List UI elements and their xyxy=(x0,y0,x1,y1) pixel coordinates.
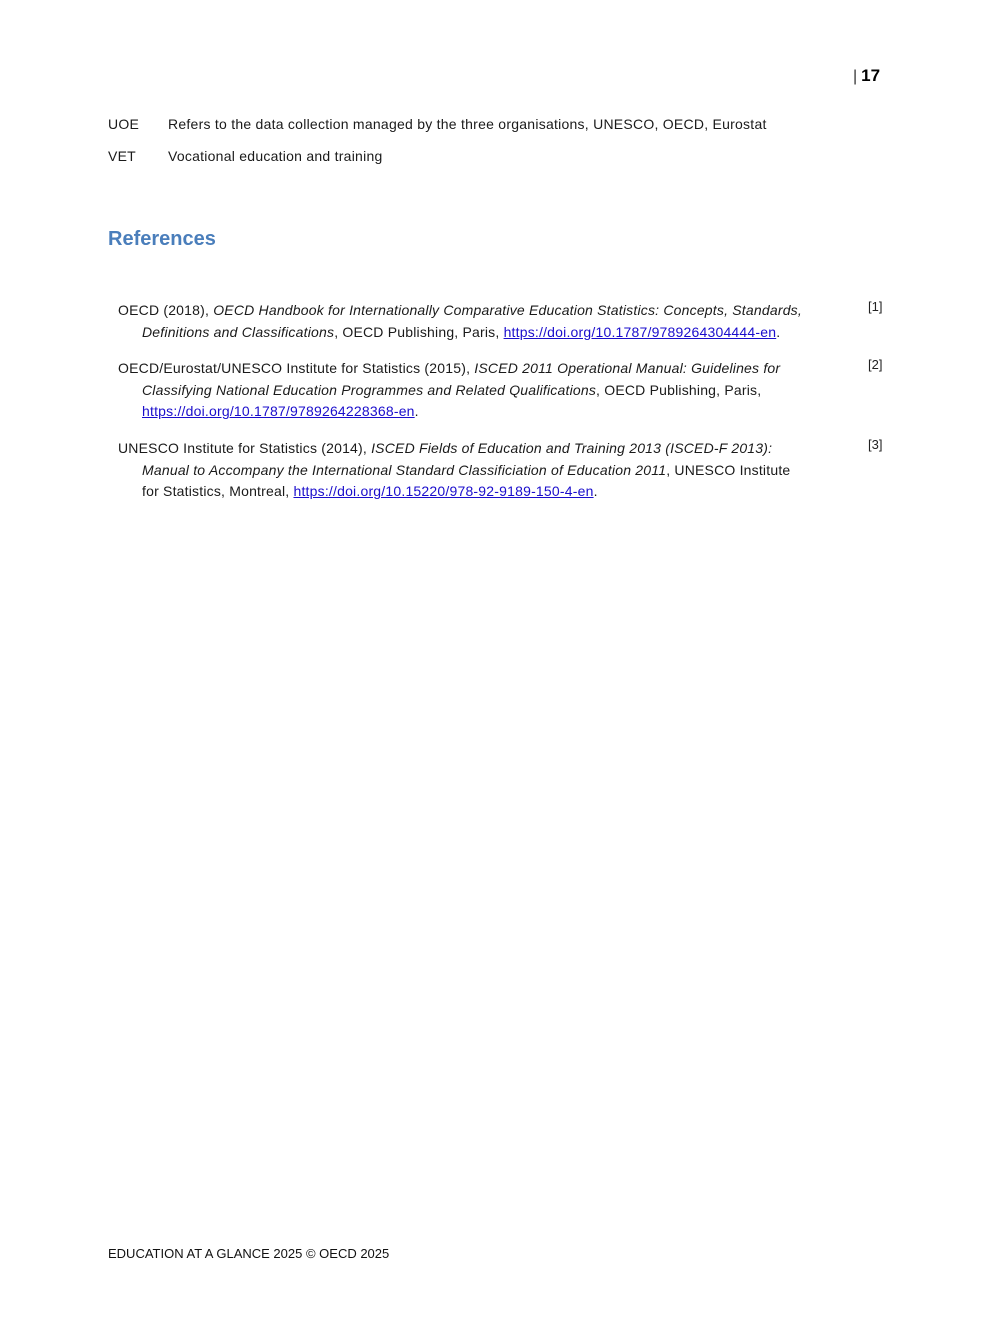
reference-title-text: Manual to Accompany the International Standard Classificiation of Education 2011 xyxy=(142,461,667,478)
reference-text: , UNESCO Institute xyxy=(666,461,791,478)
page-number-value: 17 xyxy=(861,66,881,85)
reference-line xyxy=(118,401,780,423)
reference-title-text: ISCED 2011 Operational Manual: Guidelines for xyxy=(474,360,781,376)
reference-title-text: ISCED Fields of Education and Training 2013 (ISCED-F 2013): xyxy=(371,440,773,456)
page-number xyxy=(853,66,880,86)
reference-title-text: OECD Handbook for Internationally Comparative Education Statistics: Concepts, Standards, xyxy=(213,302,802,318)
reference-line xyxy=(118,322,802,344)
doi-link[interactable]: https://doi.org/10.1787/9789264304444-en xyxy=(503,323,777,340)
reference-text: . xyxy=(593,483,598,499)
reference-text: , OECD Publishing, Paris, xyxy=(596,381,762,398)
abbreviation-row xyxy=(108,148,383,164)
reference-text: . xyxy=(414,403,419,419)
abbreviation-value: Vocational education and training xyxy=(168,148,383,164)
doi-link[interactable]: https://doi.org/10.15220/978-92-9189-150-4-en xyxy=(293,483,594,499)
reference-title-text: Classifying National Education Programmes and Related Qualifications xyxy=(142,381,597,398)
page-separator: | xyxy=(853,68,858,85)
reference-line xyxy=(118,481,790,503)
reference-line xyxy=(118,358,780,380)
reference-text: for Statistics, Montreal, xyxy=(142,483,294,499)
reference-text: , OECD Publishing, Paris, xyxy=(334,323,504,340)
reference-number: [2] xyxy=(868,357,883,372)
abbreviation-row xyxy=(108,116,767,132)
abbreviation-key: VET xyxy=(108,148,136,164)
reference-entry xyxy=(118,438,790,503)
abbreviation-value: Refers to the data collection managed by the three organisations, UNESCO, OECD, Eurostat xyxy=(168,116,767,132)
reference-title-text: Definitions and Classifications xyxy=(142,323,335,340)
reference-line xyxy=(118,380,780,402)
footer: EDUCATION AT A GLANCE 2025 © OECD 2025 xyxy=(108,1246,390,1261)
reference-number: [3] xyxy=(868,437,883,452)
doi-link[interactable]: https://doi.org/10.1787/9789264228368-en xyxy=(142,403,415,419)
reference-line xyxy=(118,460,790,482)
reference-text: UNESCO Institute for Statistics (2014), xyxy=(118,440,372,456)
reference-text: OECD/Eurostat/UNESCO Institute for Statistics (2015), xyxy=(118,360,475,376)
reference-text: . xyxy=(776,323,781,340)
reference-entry xyxy=(118,358,780,423)
reference-text: OECD (2018), xyxy=(118,302,214,318)
reference-line xyxy=(118,300,802,322)
reference-line xyxy=(118,438,790,460)
reference-entry xyxy=(118,300,802,343)
reference-number: [1] xyxy=(868,299,883,314)
references-heading: References xyxy=(108,228,216,250)
abbreviation-key: UOE xyxy=(108,116,140,132)
